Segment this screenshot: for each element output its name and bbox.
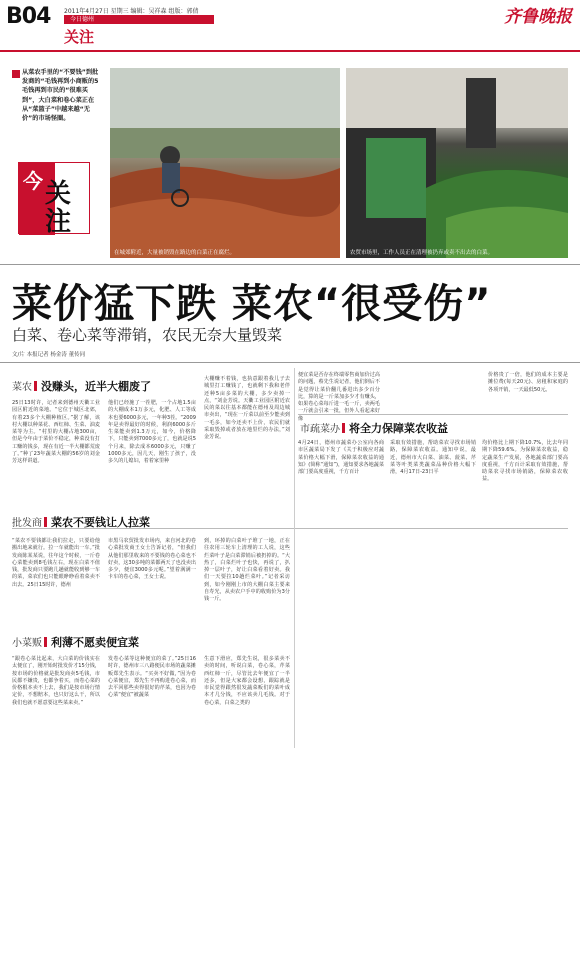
photo-caption-2: 农贸市场里，工作人员正在清理被扔弃或卖不出去的白菜。	[350, 250, 494, 256]
byline: 文/片 本报记者 杨金涛 董传同	[12, 352, 86, 358]
section-tag: 小菜贩	[12, 638, 42, 649]
article-column: 4月24日，德州市蔬菜办公室向各商市区蔬菜局下发了《关于积极应对蔬菜价格大幅下滑，保障菜农收益的通知》(简称“通知”)，通知要求各地蔬菜部门要高度重视，千方百计	[298, 440, 384, 476]
section-tag: 批发商	[12, 518, 42, 529]
section-name: 关注	[64, 28, 95, 46]
photo-scene-roadside	[110, 68, 340, 258]
section-heading: 利薄不愿卖便宜菜	[51, 636, 139, 649]
section-tag: 菜农	[12, 382, 32, 393]
badge-char-1: 今	[23, 169, 43, 193]
section-heading: 菜农不要钱让人拉菜	[51, 516, 150, 529]
section-heading: 没赚头，近半大棚废了	[41, 380, 151, 393]
article-column: 均价格比上期下降10.7%，比去年同期下降59.6%。为保障菜农收益，稳定蔬菜生产发展，各地蔬菜部门要高度重视，千方百计采取有效措施，帮助菜农寻找市场销路，保障菜农收益。	[482, 440, 568, 483]
article-column: 到，环掉的白菜叶子堆了一地，正在往农用三轮车上清理的工人说，这些烂菜叶子是白菜滞销后被扔掉的。“大热了，白菜烂叶子也快，再说了，扒掉一层叶子，好让白菜看着好卖。我们一天要拉10趟烂菜叶。”记者采访到，如今刚刚上市的大棚白菜主要来自寿光，从卖农户手中的收购价为3分钱一斤。	[204, 538, 290, 603]
intro-marker	[12, 70, 20, 78]
paper-logo: 齐鲁晚报	[504, 7, 572, 27]
section-bar: 今日德州	[64, 15, 214, 24]
photo-market-workers	[346, 68, 568, 258]
article-column: 大棚赚不着钱，也执意跟着我儿子去城里打工赚钱了，也就剩下我和老伴还种5亩多菜的大棚，多少卖掉一点，“刘金芳说。天衢工业园区附近农民的菜以往基本都能在德州及周边城市卖出，“现在一斤菜以前至少能卖到一毛多，如今还卖不上价，农民们就采取毁掉或者放在地里烂的办法，”刘金芳说。	[204, 376, 290, 441]
photo-cabbage-roadside	[110, 68, 340, 258]
headline-rule-bottom	[0, 362, 580, 363]
column-divider	[294, 368, 295, 748]
section-title-wholesalers	[12, 514, 150, 530]
intro-text: 从菜农手里的“不要钱”到批发商的“毛钱再到小商贩的5毛钱再到市民的“很难买到”，大白菜和卷心菜正在从“菜篮子”中越来越“无价”的市场怪圈。	[22, 69, 99, 123]
header-divider	[0, 50, 580, 52]
section-title-vendors	[12, 634, 139, 650]
article-column: “跟卷心菜比起来，大白菜的价钱实在太便宜了，刚开始时批发价才15分钱，按市场的价格就是批发商卖5毛钱，市民都不嫌贵，也都争着买，而卷心菜的价格根本卖不上去，我们是按市场行情定价，不想赔本，也只好这么干，所以我们也就不愿意要这些菜来卖。”	[12, 656, 100, 706]
section-tag: 市疏菜办	[300, 424, 340, 435]
article-column: “菜农不要钱都让我们拉走，只要给他搬出地来就行。拉一车就能出一车。”批发商陈某某说，往年这个时候，一斤卷心菜能卖到8毛钱左右，现在白菜不值钱，批发商只要跑几趟就能收到够一车的菜，菜农们也只能眼睁睁看着菜卖不出去。25日15时许，德州	[12, 538, 100, 588]
article-column: 生意下滑应，郑先生说，很多菜卖不卖的时间，听说白菜，卷心菜，芹菜西红柿一斤，尽管比去年便宜了一半还多，但是大家都会设想，跟踪就是市民觉得跟然很发蔬菜贩们的菜叶成本才几分钱，不应该卖几毛钱。对于卷心菜，白菜之类的	[204, 656, 290, 706]
article-column: 价格贵了一倍，他们的成本主要是摊位费(每天20元)、房租和家庭的各项开销，一天最低50元。	[488, 372, 568, 393]
subheadline: 白菜、卷心菜等滞销，农民无奈大量毁菜	[12, 326, 283, 344]
section-title-farmers	[12, 378, 151, 394]
photo-caption-1: 在城郊附近，大量被销毁在路边的白菜正在腐烂。	[114, 250, 236, 256]
article-column: 25日13时许，记者来到德州天衢工业园区附近的菜地。“它位于城区北郊，有着23多个大棚种植区。”据了解，该村大棚以种菜花、西红柿、生菜、油麦菜等为主。“村里的大棚占地300亩，但是今年由于菜价不稳定，种菜没有打工赚的钱多，现在有近一半大棚都荒废了。”种了23年蔬菜大棚的56岁的刘金芳这样讲道。	[12, 400, 100, 465]
section-heading: 将全力保障菜农收益	[349, 422, 448, 435]
article-column: 他们已经施了一茬肥，一个占地1.5亩的大棚成本1万多元，化肥、人工等成本也要6000多元，一年种3茬。“2009年是卖得最好的时候，利润6000多斤生菜能卖到1.3万元，如今，价格降下，只能卖到7000多元了，也就是说5个月来，除去成本6000多元，只赚了1000多元，因几天，刚生了孩子，没多久的儿媳妇，着着家里种	[108, 400, 196, 465]
headline: 菜价猛下跌 菜农“很受伤”	[12, 281, 492, 327]
badge-char-3: 注	[45, 207, 72, 237]
article-column: 发卷心菜等这种便宜的菜了。”25日16时许，德州市三八路便民市场的蔬菜摊贩郑先生表示。“买卖不好做，”因为卷心菜便宜，郑先生不再购进卷心菜，而去平回那些卖得很好的芹菜，也因为卷心菜“便宜”被蔬菜	[108, 656, 196, 699]
headline-rule-top	[0, 264, 580, 265]
page-header	[0, 0, 580, 58]
article-column: 便宜菜是否存在终端零售商加价过高的问题，蔡先生说记者，他们倒后不是觉得让菜价翻几番进出多少百分比，算的是一斤菜加多少才有赚头，如果卷心菜每斤进一毛一斤，卖两毛一斤就会引来一批，但外人看起来好像	[298, 372, 380, 422]
article-column: 采取有效措施，帮助菜农寻找市场销路，保障菜农收益。通知中说，最近，德州市大白菜、油菜、菠菜、芹菜等叶类菜类蔬菜品种价格大幅下滑，4月17日-23日平	[390, 440, 476, 476]
page-number: B04	[6, 4, 51, 29]
badge-char-2: 关	[45, 179, 72, 209]
section-divider	[298, 414, 568, 415]
article-column: 市黑马农贸批发市场内，来自河北的卷心菜批发商王女士告诉记者，“但我们从他们那里收来的不要钱的卷心菜也不好卖，这30多吨的菜都两天了也没卖出多少，便宜3000多元呢。”望着满满一卡车的卷心菜，王女士说。	[108, 538, 196, 581]
column-badge	[18, 162, 90, 237]
page-info: 2011年4月27日 星期三 编辑：吴祥森 组版：郭倩	[64, 8, 199, 15]
photo-scene-market	[346, 68, 568, 258]
section-title-office	[300, 420, 448, 436]
